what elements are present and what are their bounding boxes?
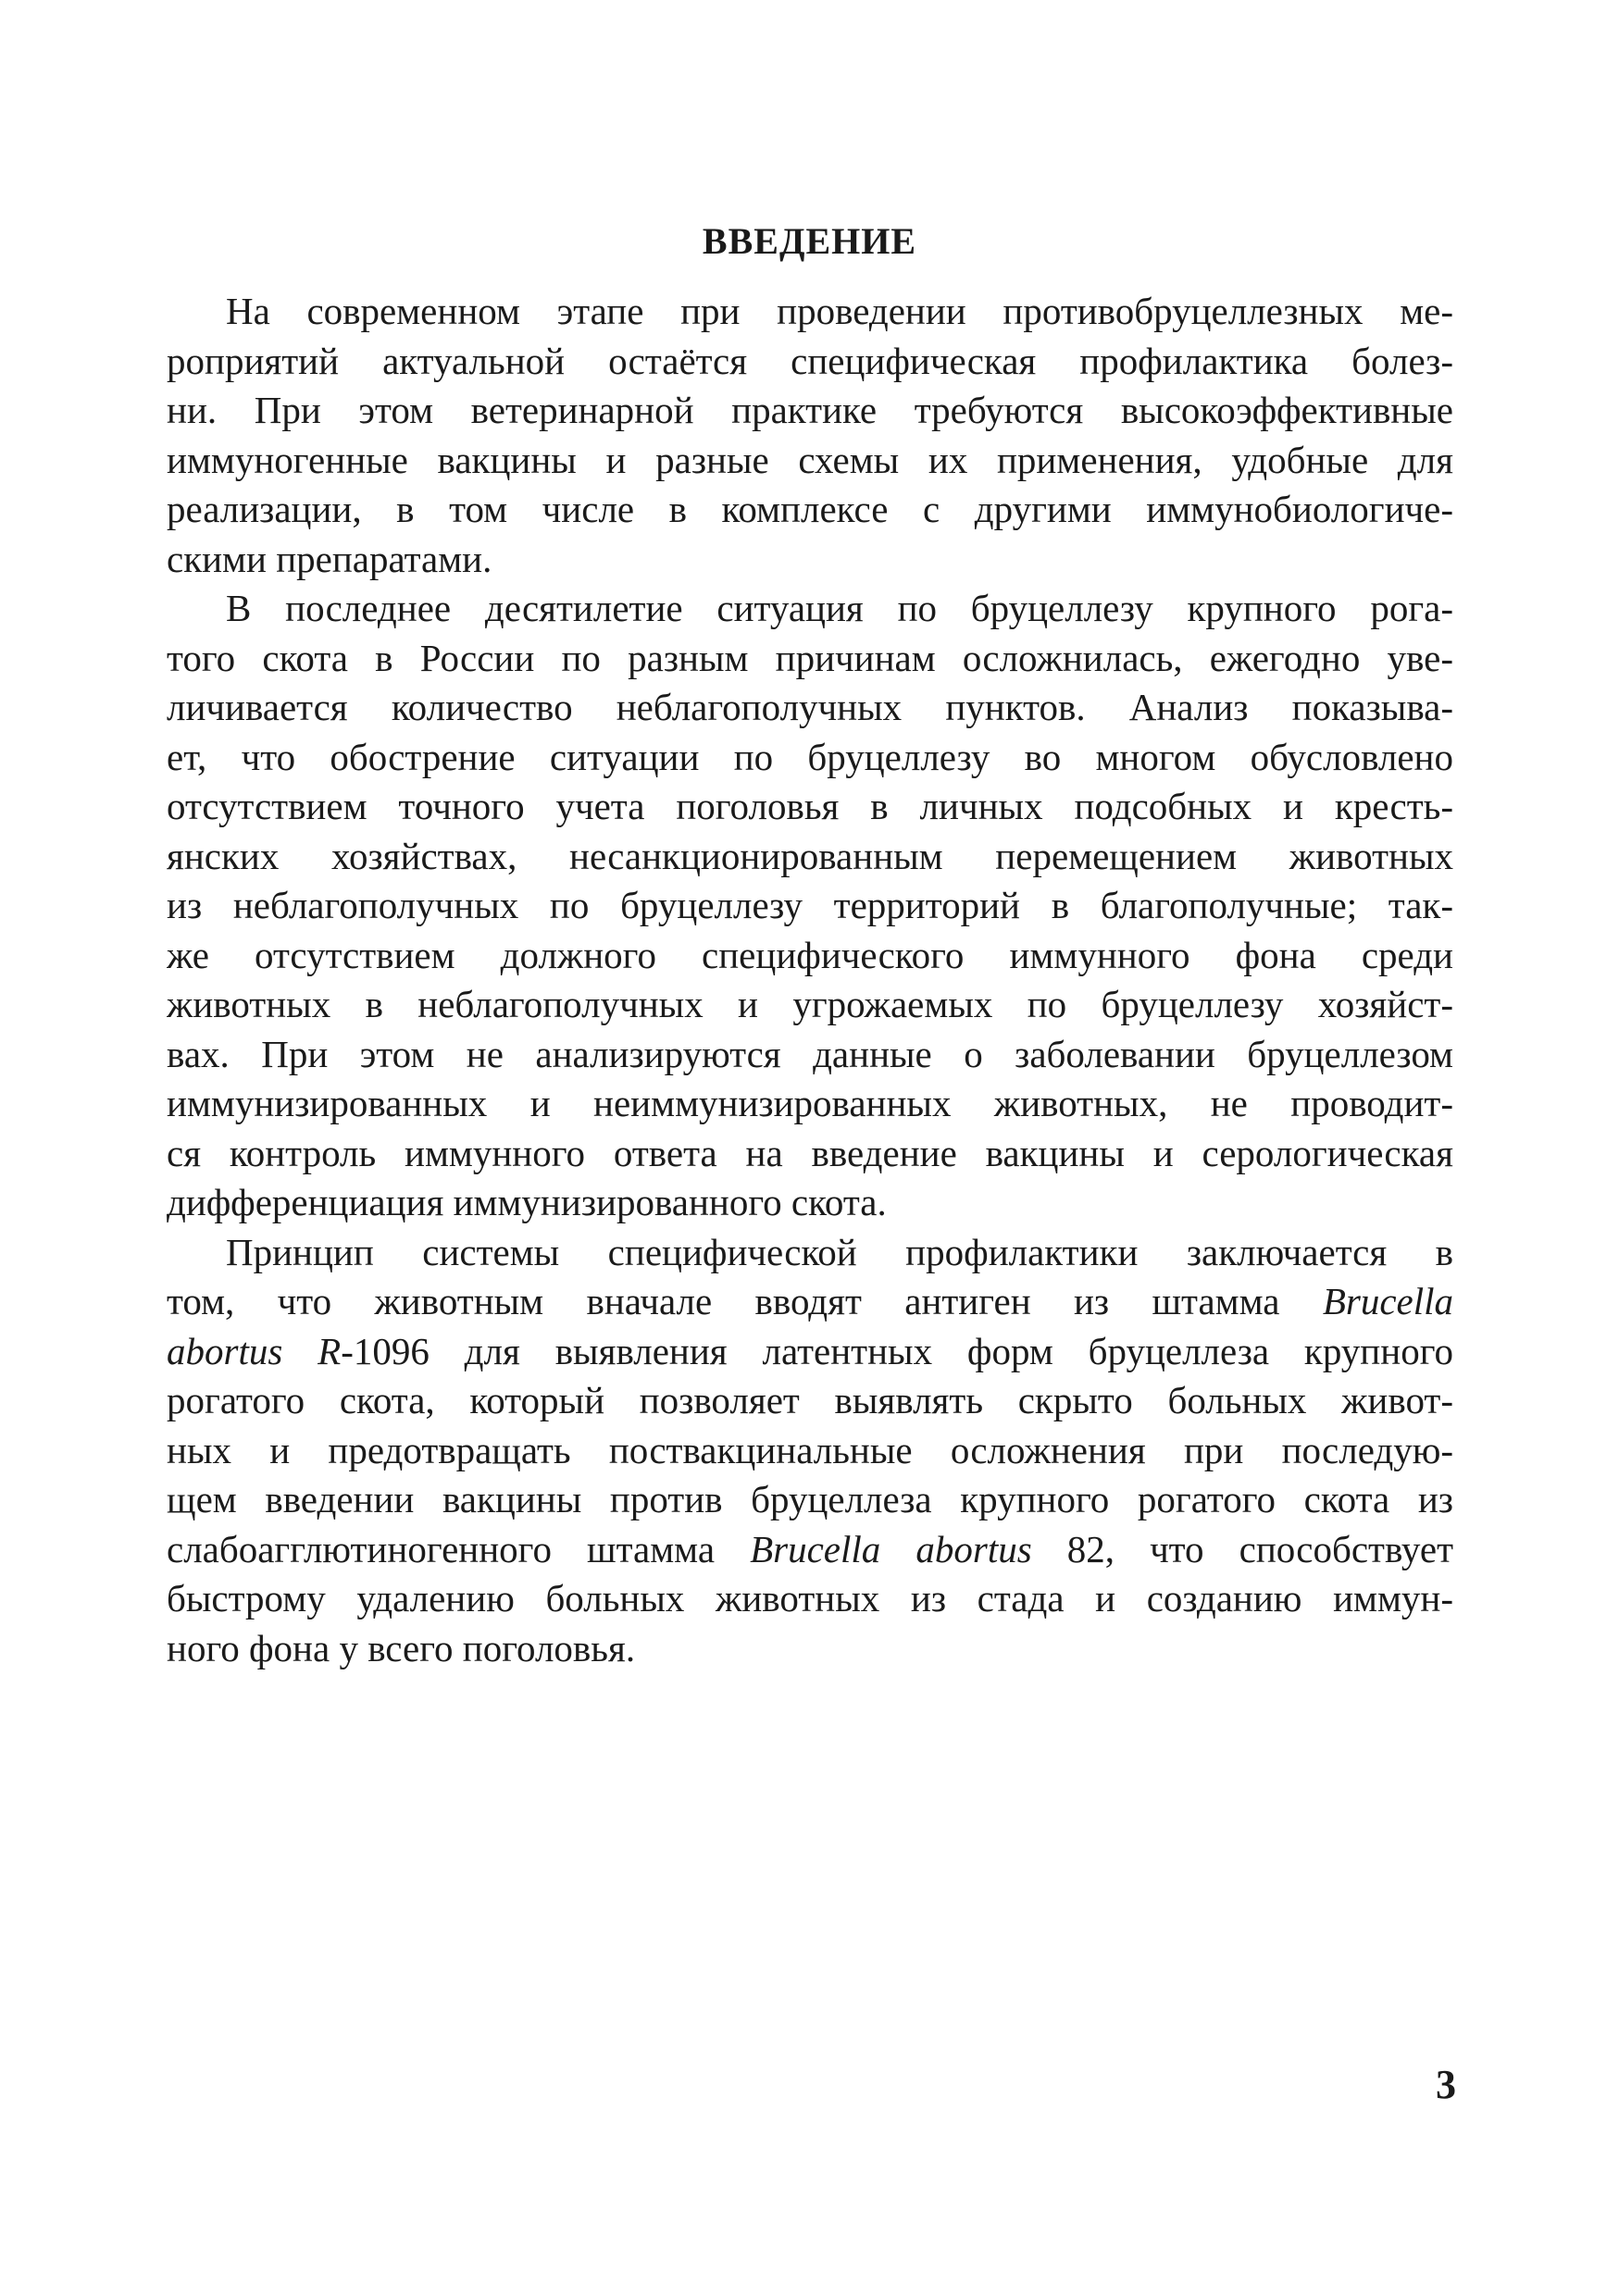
paragraph [167, 287, 1453, 584]
italic-text: abortus R [167, 1329, 342, 1372]
section-title: ВВЕДЕНИЕ [702, 220, 917, 262]
text-segment: рогатого скота, который позволяет выявлять скрыто больных живот- [167, 1379, 1453, 1421]
text-segment: На современном этапе при проведении противобруцеллезных ме- [226, 290, 1453, 332]
text-segment: 82, что способствует [1031, 1527, 1453, 1570]
text-line [167, 386, 1453, 436]
text-line [167, 485, 1453, 535]
text-segment: ни. При этом ветеринарной практике требуются высокоэффективные [167, 389, 1453, 431]
text-line [167, 980, 1453, 1030]
paragraph [167, 584, 1453, 1228]
text-segment: иммуногенные вакцины и разные схемы их применения, удобные для [167, 438, 1453, 481]
text-line [167, 832, 1453, 882]
text-line [167, 1129, 1453, 1179]
text-line [167, 881, 1453, 931]
italic-text: Brucella abortus [750, 1527, 1032, 1570]
text-segment: животных в неблагополучных и угрожаемых по бруцеллезу хозяйст- [167, 983, 1453, 1025]
text-line [167, 1079, 1453, 1129]
text-segment: роприятий актуальной остаётся специфическая профилактика болез- [167, 339, 1453, 382]
text-segment: том, что животным вначале вводят антиген из штамма [167, 1280, 1323, 1322]
text-segment: реализации, в том числе в комплексе с другими иммунобиологиче- [167, 488, 1453, 530]
text-segment: ся контроль иммунного ответа на введение вакцины и серологическая [167, 1131, 1453, 1174]
text-line [167, 337, 1453, 387]
text-line [167, 1426, 1453, 1476]
text-line [167, 436, 1453, 486]
text-segment: ет, что обострение ситуации по бруцеллезу во многом обусловлено [167, 735, 1453, 778]
text-segment: же отсутствием должного специфического иммунного фона среди [167, 933, 1453, 976]
text-segment: скими препаратами. [167, 537, 492, 580]
text-segment: отсутствием точного учета поголовья в личных подсобных и кресть- [167, 785, 1453, 827]
text-segment: слабоагглютиногенного штамма [167, 1527, 751, 1570]
text-line [167, 1228, 1453, 1278]
text-line [167, 584, 1453, 634]
paragraph [167, 1228, 1453, 1674]
text-line [167, 535, 1453, 585]
text-segment: ных и предотвращать поствакцинальные осложнения при последую- [167, 1428, 1453, 1471]
text-segment: -1096 для выявления латентных форм бруцеллеза крупного [341, 1329, 1453, 1372]
text-line [167, 1327, 1453, 1377]
text-line [167, 1475, 1453, 1525]
text-segment: вах. При этом не анализируются данные о заболевании бруцеллезом [167, 1032, 1453, 1075]
text-segment: личивается количество неблагополучных пунктов. Анализ показыва- [167, 686, 1453, 728]
italic-text: Brucella [1322, 1280, 1453, 1322]
text-line [167, 1178, 1453, 1228]
text-line [167, 733, 1453, 783]
text-segment: ного фона у всего поголовья. [167, 1626, 636, 1669]
text-segment: из неблагополучных по бруцеллезу территорий в благополучные; так- [167, 884, 1453, 926]
text-line [167, 1376, 1453, 1426]
text-line [167, 931, 1453, 981]
text-segment: дифференциация иммунизированного скота. [167, 1181, 887, 1223]
text-segment: быстрому удалению больных животных из стада и созданию иммун- [167, 1577, 1453, 1620]
text-segment: янских хозяйствах, несанкционированным перемещением животных [167, 834, 1453, 877]
text-line [167, 1277, 1453, 1327]
text-line [167, 1030, 1453, 1080]
text-line [167, 1574, 1453, 1624]
text-line [167, 1525, 1453, 1575]
text-segment: щем введении вакцины против бруцеллеза крупного рогатого скота из [167, 1478, 1453, 1520]
text-segment: В последнее десятилетие ситуация по бруцеллезу крупного рога- [226, 587, 1453, 629]
text-segment: того скота в России по разным причинам осложнилась, ежегодно уве- [167, 636, 1453, 679]
page-number: 3 [1436, 2062, 1456, 2107]
text-line [167, 683, 1453, 733]
text-line [167, 634, 1453, 684]
text-segment: Принцип системы специфической профилактики заключается в [226, 1230, 1453, 1273]
body-text [167, 287, 1453, 1673]
text-line [167, 1624, 1453, 1674]
text-line [167, 782, 1453, 832]
text-line [167, 287, 1453, 337]
text-segment: иммунизированных и неиммунизированных животных, не проводит- [167, 1082, 1453, 1124]
